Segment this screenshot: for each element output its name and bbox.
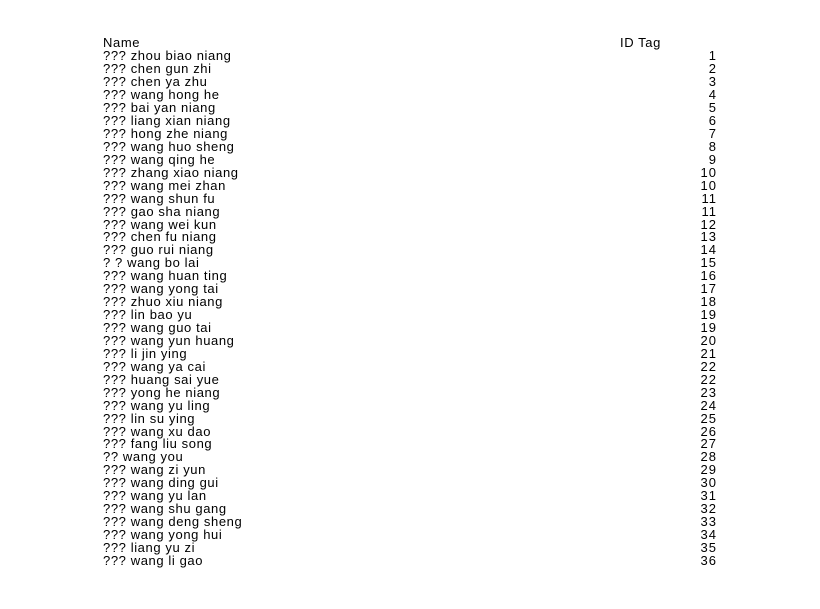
row-id-tag: 22	[700, 371, 717, 387]
row-id-tag: 30	[700, 475, 717, 491]
row-id-tag: 28	[700, 449, 717, 465]
row-id-tag: 35	[700, 539, 717, 555]
row-name: ?? wang you	[103, 449, 184, 465]
row-name: ??? wang ya cai	[103, 358, 206, 374]
row-id-tag: 13	[700, 229, 717, 245]
row-name: ??? wang huo sheng	[103, 138, 235, 154]
row-name: ??? wang yu ling	[103, 397, 211, 413]
row-name: ??? chen fu niang	[103, 229, 217, 245]
row-name: ??? chen gun zhi	[103, 61, 212, 77]
row-id-tag: 20	[700, 332, 717, 348]
row-name: ??? liang xian niang	[103, 113, 231, 129]
row-id-tag: 26	[700, 423, 717, 439]
row-name: ??? lin bao yu	[103, 307, 193, 323]
row-id-tag: 24	[700, 397, 717, 413]
row-name: ??? wang yong tai	[103, 281, 219, 297]
row-name: ??? bai yan niang	[103, 100, 216, 116]
row-name: ??? wang mei zhan	[103, 177, 226, 193]
table-row	[0, 552, 820, 568]
row-id-tag: 34	[700, 527, 717, 543]
row-id-tag: 1	[708, 48, 717, 64]
row-id-tag: 7	[708, 125, 717, 141]
table-body	[0, 50, 820, 568]
row-name: ??? zhang xiao niang	[103, 164, 239, 180]
row-id-tag: 11	[701, 203, 717, 219]
row-name: ??? wang deng sheng	[103, 514, 243, 530]
row-name: ??? wang shu gang	[103, 501, 227, 517]
row-name: ??? gao sha niang	[103, 203, 221, 219]
row-name: ??? wang ding gui	[103, 475, 219, 491]
row-name: ??? chen ya zhu	[103, 74, 208, 90]
row-id-tag: 33	[700, 514, 717, 530]
name-column-header: Name	[103, 35, 141, 50]
row-id-tag: 10	[700, 177, 717, 193]
row-id-tag: 18	[700, 294, 717, 310]
row-name: ? ? wang bo lai	[103, 255, 200, 271]
row-name: ??? wang zi yun	[103, 462, 206, 478]
row-id-tag: 15	[700, 255, 717, 271]
row-name: ??? li jin ying	[103, 345, 188, 361]
row-name: ??? wang yu lan	[103, 488, 207, 504]
row-name: ??? wang shun fu	[103, 190, 216, 206]
row-id-tag: 8	[708, 138, 717, 154]
row-id-tag: 19	[700, 307, 717, 323]
row-name: ??? zhuo xiu niang	[103, 294, 223, 310]
row-name: ??? wang guo tai	[103, 320, 212, 336]
row-name: ??? liang yu zi	[103, 539, 196, 555]
row-id-tag: 4	[708, 87, 717, 103]
row-name: ??? wang huan ting	[103, 268, 228, 284]
row-id-tag: 36	[700, 552, 717, 568]
row-name: ??? wang xu dao	[103, 423, 212, 439]
row-name: ??? wang wei kun	[103, 216, 217, 232]
row-id-tag: 22	[700, 358, 717, 374]
id-tag-column-header: ID Tag	[620, 35, 661, 50]
row-id-tag: 14	[700, 242, 717, 258]
row-name: ??? lin su ying	[103, 410, 196, 426]
row-id-tag: 12	[700, 216, 717, 232]
row-id-tag: 6	[708, 113, 717, 129]
row-id-tag: 32	[700, 501, 717, 517]
row-name: ??? yong he niang	[103, 384, 221, 400]
row-id-tag: 19	[700, 320, 717, 336]
row-id-tag: 11	[701, 190, 717, 206]
row-id-tag: 27	[700, 436, 717, 452]
row-name: ??? guo rui niang	[103, 242, 214, 258]
row-name: ??? wang li gao	[103, 552, 204, 568]
row-id-tag: 2	[708, 61, 717, 77]
name-id-table	[0, 37, 820, 568]
row-name: ??? wang yong hui	[103, 527, 223, 543]
row-id-tag: 23	[700, 384, 717, 400]
row-name: ??? zhou biao niang	[103, 48, 232, 64]
row-id-tag: 21	[700, 345, 717, 361]
row-id-tag: 16	[700, 268, 717, 284]
row-id-tag: 29	[700, 462, 717, 478]
row-id-tag: 31	[700, 488, 717, 504]
row-id-tag: 10	[700, 164, 717, 180]
row-id-tag: 9	[708, 151, 717, 167]
row-name: ??? wang qing he	[103, 151, 216, 167]
row-name: ??? wang yun huang	[103, 332, 235, 348]
row-name: ??? wang hong he	[103, 87, 220, 103]
row-name: ??? fang liu song	[103, 436, 213, 452]
row-name: ??? huang sai yue	[103, 371, 220, 387]
row-id-tag: 25	[700, 410, 717, 426]
row-id-tag: 3	[708, 74, 717, 90]
row-id-tag: 5	[708, 100, 717, 116]
row-name: ??? hong zhe niang	[103, 125, 229, 141]
row-id-tag: 17	[700, 281, 717, 297]
